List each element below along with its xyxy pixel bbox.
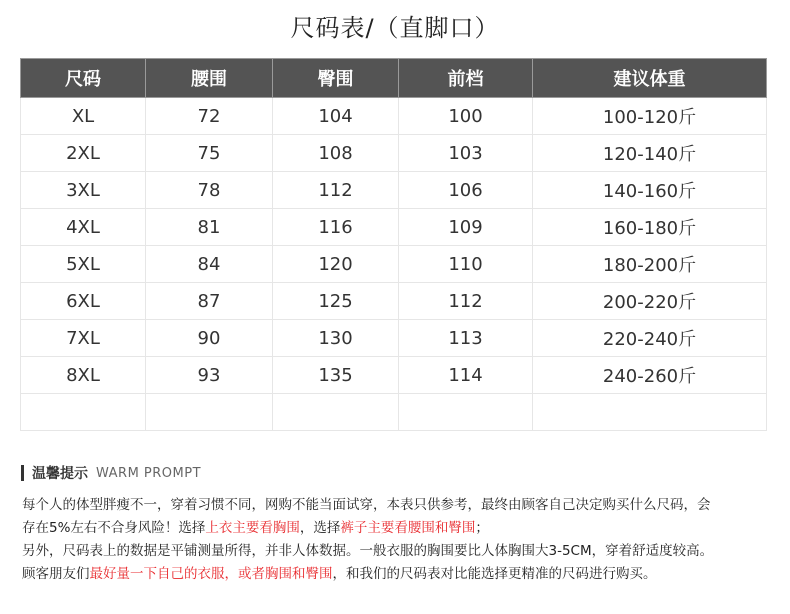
note-highlight: 最好量一下自己的衣服，或者胸围和臀围 xyxy=(89,566,333,582)
header-size: 尺码 xyxy=(21,59,146,98)
note-highlight: 上衣主要看胸围 xyxy=(205,520,300,536)
note-text: 顾客朋友们 xyxy=(22,566,90,582)
cell-weight: 120-140斤 xyxy=(533,135,767,172)
cell-front-rise: 110 xyxy=(399,246,533,283)
size-chart-table xyxy=(20,58,767,431)
cell-waist: 75 xyxy=(146,135,273,172)
warm-prompt-heading xyxy=(21,464,201,482)
table-row xyxy=(21,283,767,320)
cell-hip: 108 xyxy=(273,135,399,172)
page-title: 尺码表/（直脚口） xyxy=(290,14,500,42)
cell-weight: 200-220斤 xyxy=(533,283,767,320)
table-row xyxy=(21,98,767,135)
cell-waist: 78 xyxy=(146,172,273,209)
cell-front-rise: 103 xyxy=(399,135,533,172)
cell-front-rise: 112 xyxy=(399,283,533,320)
cell-front-rise: 114 xyxy=(399,357,533,394)
note-line xyxy=(22,517,778,540)
heading-accent-bar xyxy=(21,465,24,481)
cell-size: 6XL xyxy=(21,283,146,320)
note-text: ； xyxy=(475,520,489,536)
cell-size: XL xyxy=(21,98,146,135)
cell-weight: 100-120斤 xyxy=(533,98,767,135)
header-front-rise: 前档 xyxy=(399,59,533,98)
cell-weight: 240-260斤 xyxy=(533,357,767,394)
cell-size: 8XL xyxy=(21,357,146,394)
cell-waist xyxy=(146,394,273,431)
cell-waist: 93 xyxy=(146,357,273,394)
note-text: 另外，尺码表上的数据是平铺测量所得，并非人体数据。一般衣服的胸围要比人体胸围大3-5CM，穿着舒适度较高。 xyxy=(22,543,714,559)
header-hip: 臀围 xyxy=(273,59,399,98)
note-text: 每个人的体型胖瘦不一，穿着习惯不同，网购不能当面试穿，本表只供参考，最终由顾客自己决定购买什么尺码，会 xyxy=(22,497,711,513)
cell-hip: 135 xyxy=(273,357,399,394)
note-line xyxy=(22,540,778,563)
cell-front-rise: 113 xyxy=(399,320,533,357)
cell-weight: 220-240斤 xyxy=(533,320,767,357)
note-text: ，选择 xyxy=(299,520,341,536)
cell-size: 7XL xyxy=(21,320,146,357)
table-row xyxy=(21,172,767,209)
cell-hip xyxy=(273,394,399,431)
cell-front-rise: 100 xyxy=(399,98,533,135)
cell-waist: 72 xyxy=(146,98,273,135)
cell-hip: 104 xyxy=(273,98,399,135)
note-text: 存在5%左右不合身风险！选择 xyxy=(22,520,206,536)
note-line xyxy=(22,563,778,586)
cell-size: 2XL xyxy=(21,135,146,172)
cell-hip: 120 xyxy=(273,246,399,283)
notes-block xyxy=(22,494,778,586)
cell-waist: 84 xyxy=(146,246,273,283)
cell-front-rise: 106 xyxy=(399,172,533,209)
note-text: ，和我们的尺码表对比能选择更精准的尺码进行购买。 xyxy=(332,566,657,582)
cell-size xyxy=(21,394,146,431)
table-row xyxy=(21,246,767,283)
cell-waist: 90 xyxy=(146,320,273,357)
header-waist: 腰围 xyxy=(146,59,273,98)
cell-size: 4XL xyxy=(21,209,146,246)
header-recommended-weight: 建议体重 xyxy=(533,59,767,98)
table-header-row xyxy=(21,59,767,98)
table-row xyxy=(21,320,767,357)
table-row xyxy=(21,209,767,246)
cell-weight: 180-200斤 xyxy=(533,246,767,283)
cell-front-rise xyxy=(399,394,533,431)
cell-waist: 81 xyxy=(146,209,273,246)
cell-weight: 160-180斤 xyxy=(533,209,767,246)
cell-size: 3XL xyxy=(21,172,146,209)
warm-prompt-subtitle: WARM PROMPT xyxy=(96,465,202,481)
cell-weight: 140-160斤 xyxy=(533,172,767,209)
cell-size: 5XL xyxy=(21,246,146,283)
cell-hip: 116 xyxy=(273,209,399,246)
warm-prompt-title: 温馨提示 xyxy=(32,466,88,482)
table-row xyxy=(21,357,767,394)
cell-hip: 125 xyxy=(273,283,399,320)
table-row xyxy=(21,135,767,172)
table-row xyxy=(21,394,767,431)
cell-hip: 112 xyxy=(273,172,399,209)
cell-weight xyxy=(533,394,767,431)
note-line xyxy=(22,494,778,517)
cell-front-rise: 109 xyxy=(399,209,533,246)
note-highlight: 裤子主要看腰围和臀围 xyxy=(340,520,476,536)
cell-hip: 130 xyxy=(273,320,399,357)
cell-waist: 87 xyxy=(146,283,273,320)
